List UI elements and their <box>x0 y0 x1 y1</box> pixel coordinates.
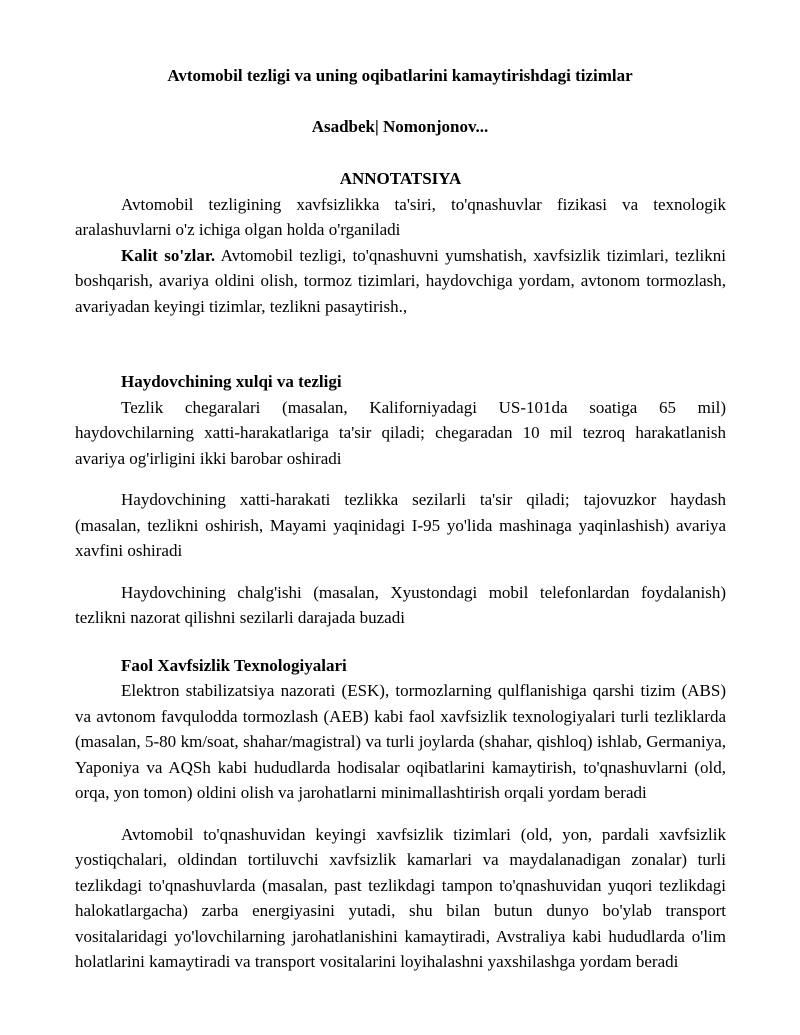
document-body <box>75 166 726 975</box>
annotation-heading: ANNOTATSIYA <box>339 169 462 188</box>
keywords-paragraph <box>75 243 726 320</box>
spacer <box>75 806 726 822</box>
spacer <box>75 471 726 487</box>
section2-paragraph-2: Avtomobil to'qnashuvidan keyingi xavfsizlik tizimlari (old, yon, pardali xavfsizlik yostiqchalari, oldindan tortiluvchi xavfsizlik kamarlari va maydalanadigan zonalar) turli tezlikdagi to'qnashuvlarda (masalan, past tezlikdagi tampon to'qnashuvidan yuqori tezlikdagi halokatlargacha) zarba energiyasini yutadi, shu bilan butun dunyo bo'ylab transport vositalaridagi yo'lovchilarning jarohatlanishini kamaytiradi, Avstraliya kabi hududlarda o'lim holatlarini kamaytiradi va transport vositalarini loyihalashni yaxshilashga yordam beradi <box>75 824 726 971</box>
spacer <box>75 319 726 369</box>
section1-paragraph-2: Haydovchining xatti-harakati tezlikka sezilarli ta'sir qiladi; tajovuzkor haydash (masalan, tezlikni oshirish, Mayami yaqinidagi I-95 yo'lida mashinaga yaqinlashish) avariya xavfini oshiradi <box>75 490 726 560</box>
section-heading-active-safety: Faol Xavfsizlik Texnologiyalari <box>121 655 347 675</box>
spacer <box>75 631 726 653</box>
section1-paragraph-1: Tezlik chegaralari (masalan, Kaliforniyadagi US-101da soatiga 65 mil) haydovchilarning xatti-harakatlariga ta'sir qiladi; chegaradan 10 mil tezroq harakatlanish avariya og'irligini ikki barobar oshiradi <box>75 397 726 468</box>
spacer <box>75 564 726 580</box>
section1-paragraph-3: Haydovchining chalg'ishi (masalan, Xyustondagi mobil telefonlardan foydalanish) tezlikni nazorat qilishni sezilarli darajada buzadi <box>75 582 726 627</box>
keywords-label: Kalit so'zlar. <box>121 245 216 265</box>
document-author: Asadbek| Nomonjonov... <box>311 117 489 136</box>
keywords-text: Avtomobil tezligi, to'qnashuvni yumshatish, xavfsizlik tizimlari, tezlikni boshqarish, avariya oldini olish, tormoz tizimlari, haydovchiga yordam, avtonom tormozlash, avariyadan keyingi tizimlar, tezlikni pasaytirish., <box>75 245 726 316</box>
document-title: Avtomobil tezligi va uning oqibatlarini kamaytirishdagi tizimlar <box>167 66 633 85</box>
annotation-text: Avtomobil tezligining xavfsizlikka ta'siri, to'qnashuvlar fizikasi va texnologik aralashuvlarni o'z ichiga olgan holda o'rganiladi <box>75 194 726 239</box>
section-heading-driver-behavior: Haydovchining xulqi va tezligi <box>121 372 342 391</box>
section2-paragraph-1: Elektron stabilizatsiya nazorati (ESK), tormozlarning qulflanishiga qarshi tizim (ABS) va avtonom favqulodda tormozlash (AEB) kabi faol xavfsizlik texnologiyalari turli tezliklarda (masalan, 5-80 km/soat, shahar/magistral) va turli joylarda (shahar, qishloq) ishlab, Germaniya, Yaponiya va AQSh kabi hududlarda hodisalar oqibatlarini kamaytirish, to'qnashuvlarni (old, orqa, yon tomon) oldini olish va jarohatlarni minimallashtirish orqali yordam beradi <box>75 681 726 802</box>
